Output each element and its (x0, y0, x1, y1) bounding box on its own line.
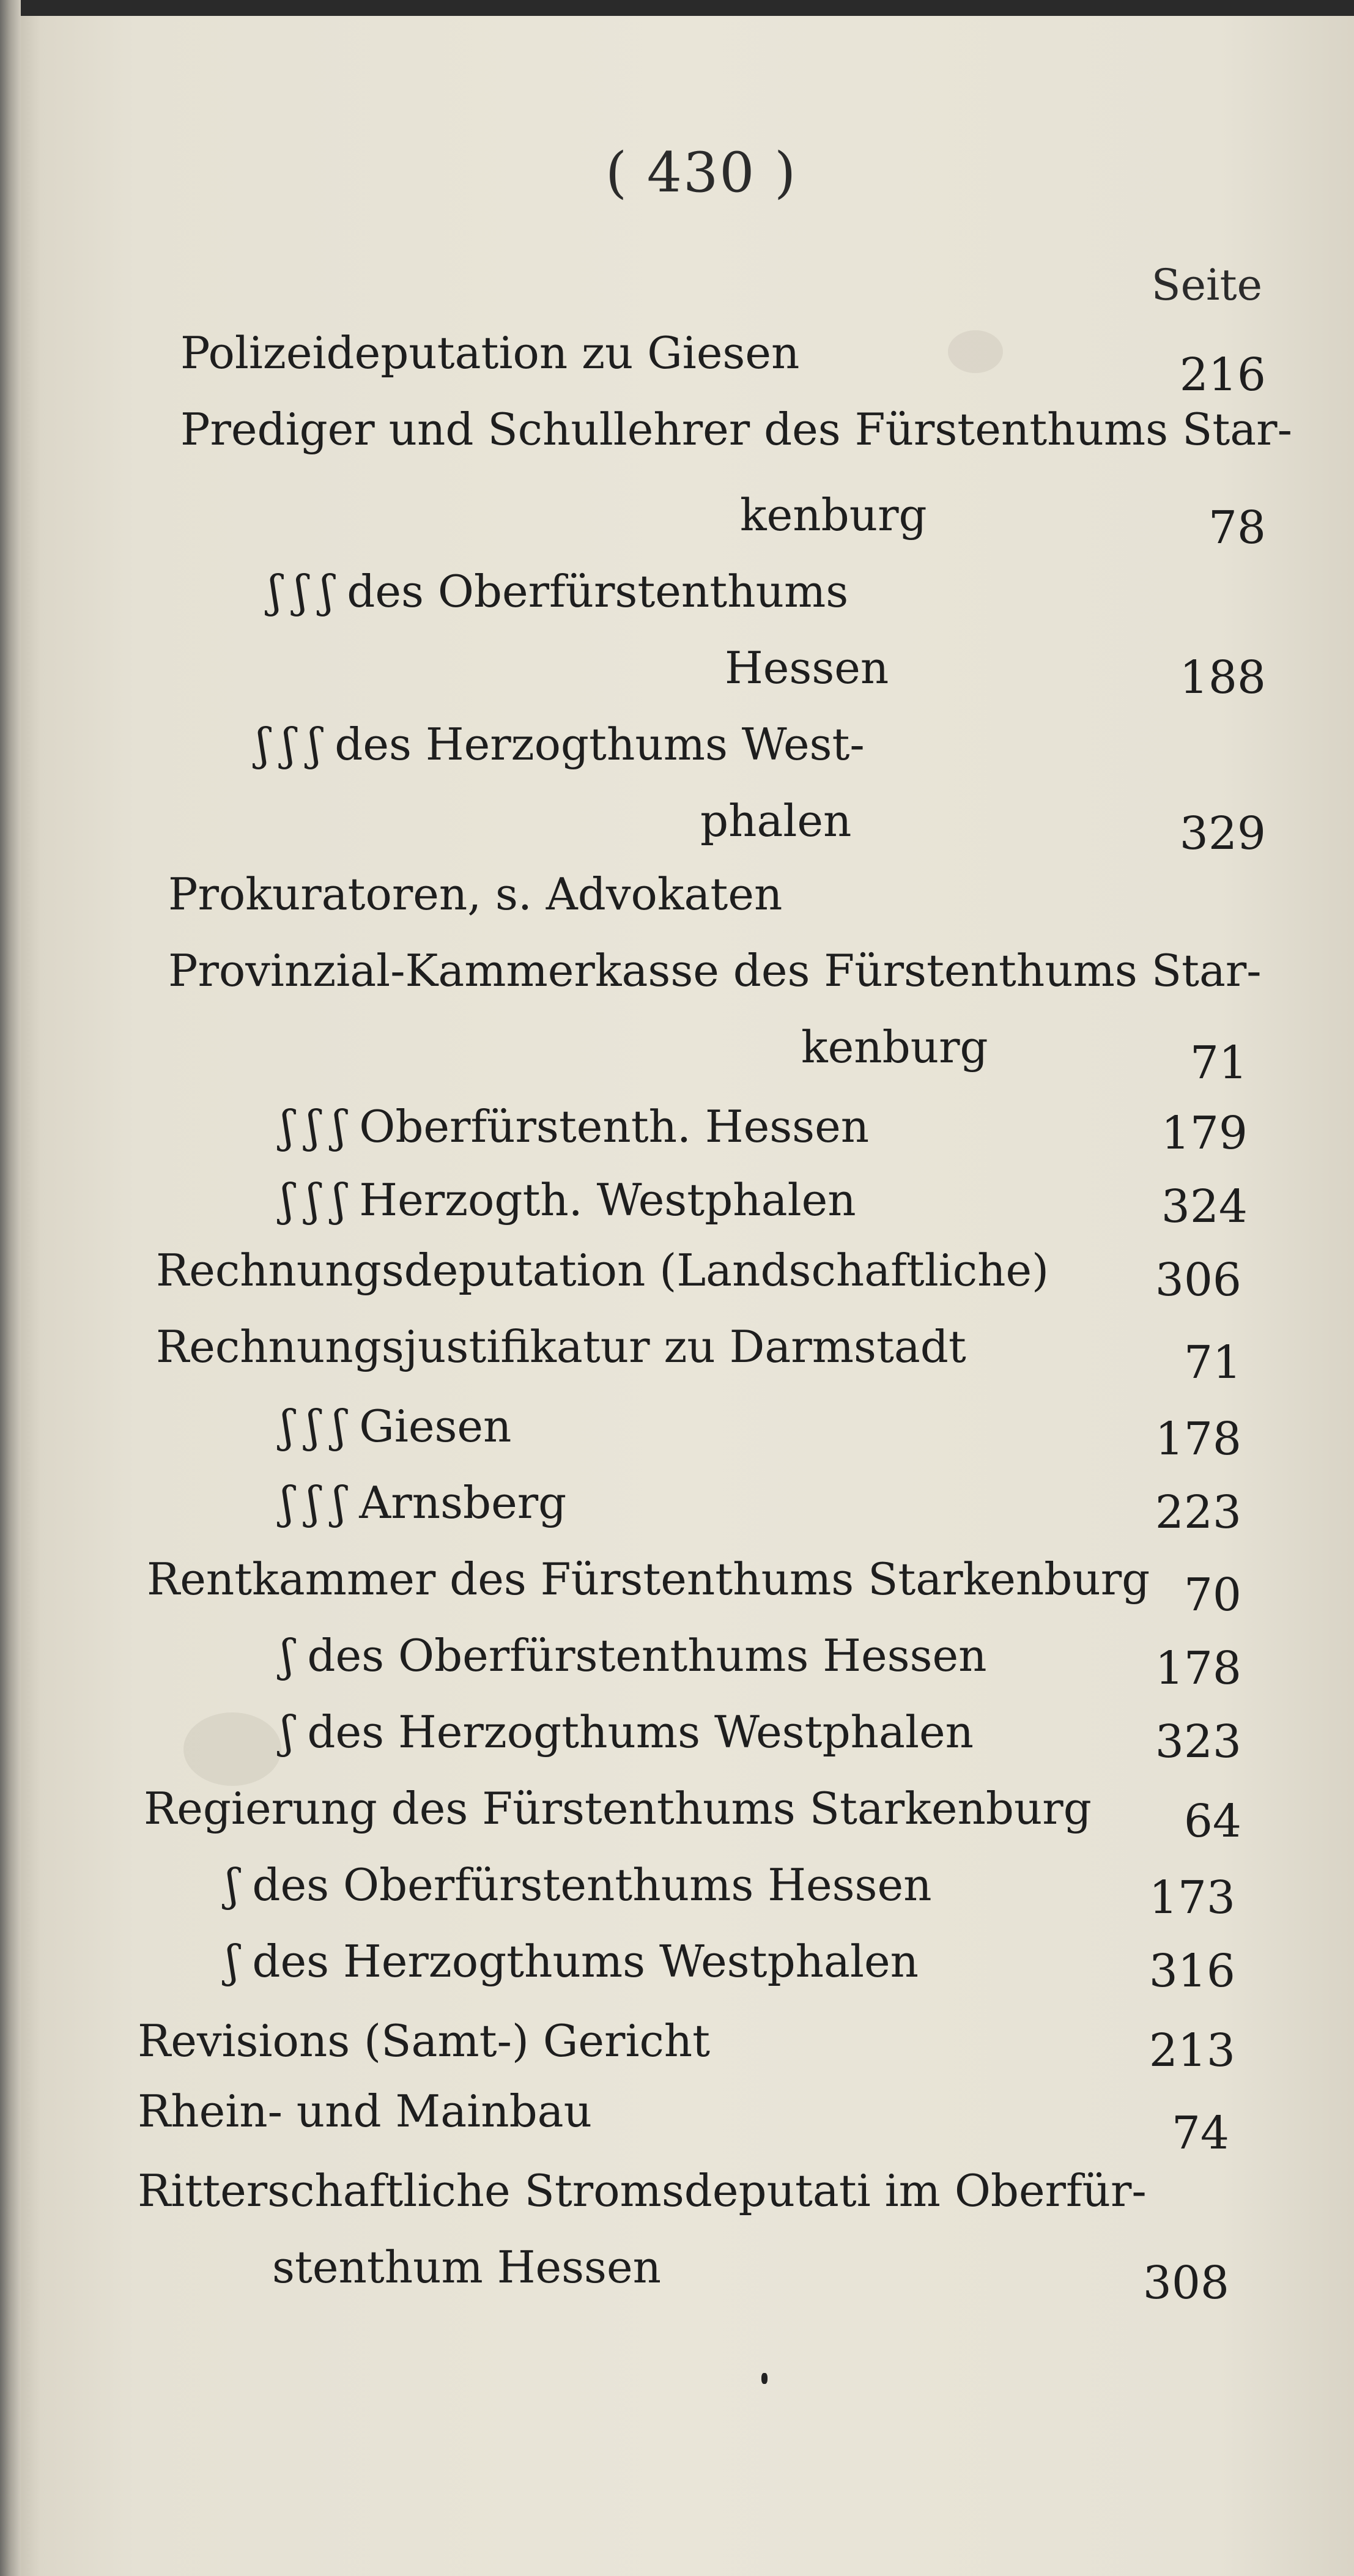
index-entry-page: 71 (1189, 1037, 1248, 1089)
page-column-label: Seite (1151, 260, 1262, 310)
index-entry-text: Polizeideputation zu Giesen (180, 327, 800, 379)
index-entry-page: 70 (1183, 1569, 1241, 1621)
ink-mark (761, 2373, 768, 2384)
index-entry-page: 216 (1179, 349, 1266, 401)
index-entry-text: ʃ des Herzogthums Westphalen (226, 1936, 919, 1987)
index-entry-text: phalen (700, 795, 852, 846)
index-entry-page: 324 (1161, 1180, 1248, 1233)
index-entry-text: ʃ ʃ ʃ Herzogth. Westphalen (281, 1174, 856, 1226)
index-entry-text: Prokuratoren, s. Advokaten (168, 868, 783, 920)
index-entry-text: Provinzial-Kammerkasse des Fürstenthums Star- (168, 945, 1262, 996)
index-entry-page: 71 (1183, 1336, 1241, 1389)
index-entry-text: ʃ ʃ ʃ des Oberfürstenthums (269, 566, 849, 617)
index-entry-page: 173 (1149, 1871, 1235, 1924)
index-entry-text: ʃ des Herzogthums Westphalen (281, 1706, 974, 1758)
index-entry-text: Rentkammer des Fürstenthums Starkenburg (147, 1553, 1150, 1605)
index-entry-text: ʃ ʃ ʃ Oberfürstenth. Hessen (281, 1101, 870, 1152)
index-entry-page: 308 (1142, 2257, 1229, 2309)
index-entry-text: kenburg (740, 489, 927, 541)
index-entry-text: stenthum Hessen (272, 2241, 661, 2293)
index-entry-text: Regierung des Fürstenthums Starkenburg (144, 1783, 1092, 1834)
scan-top-border (0, 0, 1354, 16)
index-entry-text: Hessen (725, 642, 889, 694)
index-entry-text: ʃ ʃ ʃ des Herzogthums West- (257, 719, 865, 770)
index-entry-text: kenburg (801, 1021, 988, 1073)
index-entry-text: Rechnungsdeputation (Landschaftliche) (156, 1245, 1049, 1296)
page-binding-edge (0, 0, 21, 2576)
index-entry-page: 213 (1149, 2024, 1235, 2077)
index-entry-page: 316 (1149, 1945, 1235, 1997)
index-entry-text: Ritterschaftliche Stromsdeputati im Oberfür- (138, 2165, 1147, 2216)
index-entry-page: 64 (1183, 1795, 1241, 1848)
index-entry-page: 306 (1155, 1254, 1241, 1306)
index-entry-text: Rhein- und Mainbau (138, 2086, 592, 2137)
index-entry-text: Rechnungsjustifikatur zu Darmstadt (156, 1321, 966, 1372)
paper-stain (948, 330, 1003, 373)
page-number-header: ( 430 ) (605, 141, 797, 205)
index-entry-text: ʃ des Oberfürstenthums Hessen (281, 1630, 987, 1681)
index-entry-text: ʃ ʃ ʃ Arnsberg (281, 1477, 567, 1528)
index-entry-page: 329 (1179, 807, 1266, 860)
index-entry-text: Revisions (Samt-) Gericht (138, 2015, 711, 2067)
index-entry-text: Prediger und Schullehrer des Fürstenthums Star- (180, 404, 1292, 455)
index-entry-page: 178 (1155, 1642, 1241, 1695)
index-entry-page: 323 (1155, 1715, 1241, 1768)
index-entry-page: 188 (1179, 651, 1266, 704)
index-entry-page: 78 (1208, 502, 1266, 554)
index-entry-text: ʃ ʃ ʃ Giesen (281, 1401, 512, 1452)
index-entry-page: 223 (1155, 1486, 1241, 1539)
index-entry-text: ʃ des Oberfürstenthums Hessen (226, 1859, 932, 1911)
paper-stain (183, 1712, 281, 1786)
index-entry-page: 178 (1155, 1413, 1241, 1465)
index-entry-page: 179 (1161, 1107, 1248, 1160)
index-entry-page: 74 (1171, 2107, 1229, 2160)
